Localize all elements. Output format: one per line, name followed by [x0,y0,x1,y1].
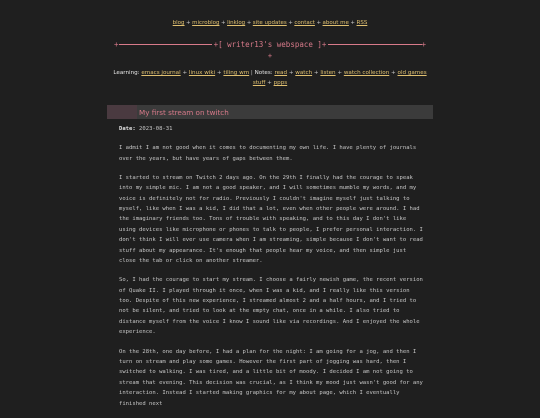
nav-separator: + [246,20,252,26]
post-date [119,124,423,134]
nav-link-site-updates[interactable]: site updates [252,20,287,26]
notes-link-watch[interactable]: watch [295,70,313,76]
nav-link-rss[interactable]: RSS [356,20,368,26]
notes-link-old-games-stuff[interactable]: old games stuff [252,70,427,86]
learning-link-linux-wiki[interactable]: linux wiki [188,70,216,76]
nav-separator: + [288,20,293,26]
banner-right-rule [328,44,421,45]
date-value: 2023-08-31 [139,126,173,132]
nav-separator: + [186,20,191,26]
banner-right-plus: + [421,39,427,49]
site-banner [114,38,426,50]
banner-left-plus: + [114,39,119,49]
top-navigation [0,20,540,26]
site-title: +[ writer13's webspace ]+ [213,39,327,49]
nav-link-blog[interactable]: blog [172,20,185,26]
notes-label: Notes: [254,70,273,76]
post-title: My first stream on twitch [139,107,229,117]
post-body [119,124,423,418]
post-paragraph: On the 28th, one day before, I had a plan for the night: I am going for a jog, and then I turn on stream and play some games. However the first part of jogging was hard, then I switched to walking. I was tired, and a little bit of moody. I decided I am not going to stream that evening. This decision was crucial, as I think my mood just wasn't good for any interaction. Instead I started making graphics for my about page, which I eventually finished next [119,348,423,407]
post-paragraph: I started to stream on Twitch 2 days ago. On the 29th I finally had the courage to speak into my simple mic. I am not a good speaker, and I will sometimes mumble my words, and my voice is definitely not for radio. Previously I couldn't imagine myself just talking to myself, like when I was a kid, I did that a lot, even when other people were around. I had the imaginary friends too. Tons of trouble with speaking, and to this day I don't like using devices like microphone or phones to talk to people, I prefer personal interaction. I don't think I will ever use camera when I am streaming, simple because I don't want to read stuff about my appearance. It's enough that people hear my voice, and then simple just close the tab or click on another streamer. [119,174,423,265]
post-header-accent [107,105,137,119]
nav-link-contact[interactable]: contact [294,20,315,26]
banner-left-rule [119,44,212,45]
nav-link-microblog[interactable]: microblog [192,20,220,26]
notes-link-listen[interactable]: listen [320,70,336,76]
post-paragraph: I admit I am not good when it comes to documenting my own life. I have plenty of journals over the years, but have years of gaps between them. [119,145,417,162]
date-label: Date: [119,126,136,132]
notes-link-watch-collection[interactable]: watch collection [343,70,390,76]
nav-separator: + [220,20,226,26]
post-paragraph: So, I had the courage to start my stream. I choose a fairly newish game, the recent version of Quake II. I played through it once, when I was a kid, and I really like this version too. Despite of this new experience, I streamed almost 2 and a half hours, and I tried to not be silent, and tried to look at the empty chat, once in a while. I also tried to distance myself from the voice I know I sound like via recordings. And I enjoyed the whole experience. [119,277,423,336]
learning-label: Learning: [113,70,140,76]
notes-link-read[interactable]: read [274,70,288,76]
nav-link-about-me[interactable]: about me [322,20,349,26]
nav-separator: + [350,20,356,26]
banner-center-mark: + [267,52,273,60]
post-header [107,105,433,119]
learning-link-emacs-journal[interactable]: emacs journal [141,70,181,76]
nav-link-linklog[interactable]: linklog [227,20,246,26]
nav-separator: + [316,20,322,26]
notes-link-ppps[interactable]: ppps [273,80,288,86]
sub-navigation: Learning: emacs journal + linux wiki + tiling wm | Notes: read + watch + listen + watch collection + old games stuff + ppps [113,70,427,86]
learning-link-tiling-wm[interactable]: tiling wm [223,70,250,76]
